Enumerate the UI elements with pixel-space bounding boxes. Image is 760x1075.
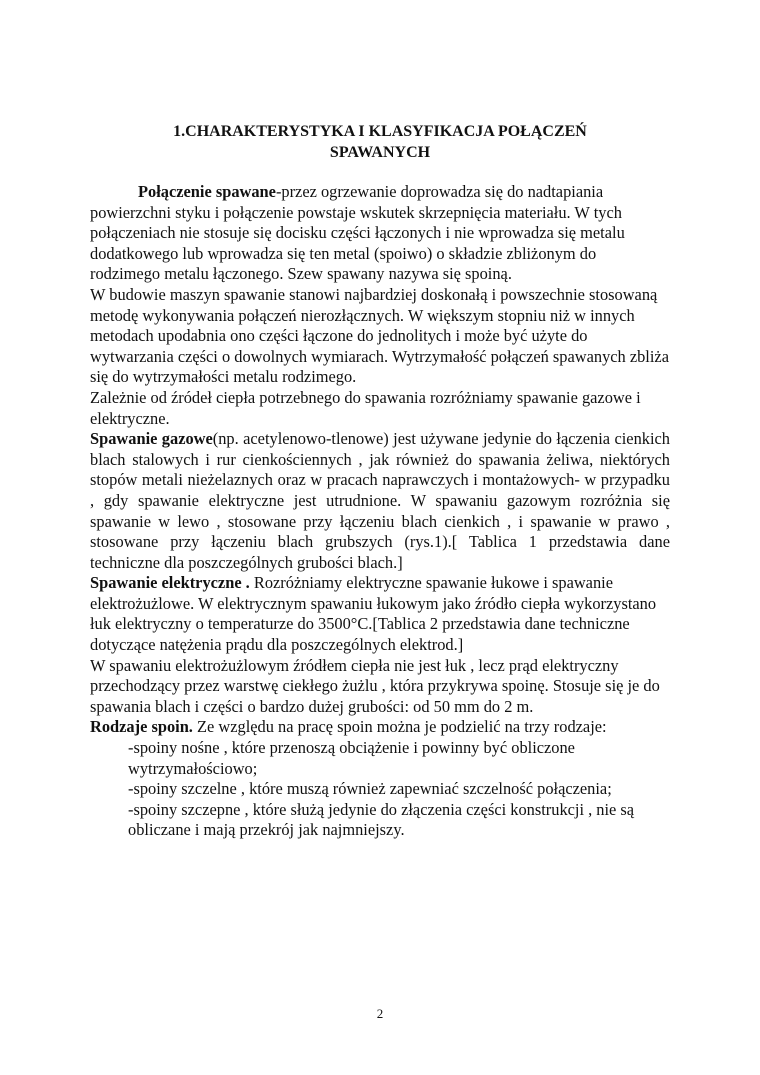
page-title: [90, 121, 670, 163]
list-item: -spoiny nośne , które przenoszą obciążenie i powinny być obliczone wytrzymałościowo;: [128, 738, 575, 778]
document-body: [90, 182, 670, 841]
weld-types-term: Rodzaje spoin.: [90, 717, 193, 737]
gas-welding-text: jest używane jedynie do łączenia cienkich blach stalowych i rur cienkościennych , jak również do spawania żeliwa, niektórych stopów metali nieżelaznych oraz w pracach naprawczych i montażowych- w przypadku , gdy spawanie elektryczne jest utrudnione. W spawaniu gazowym rozróżnia się spawanie w lewo , stosowane przy łączeniu blach cienkich , i spawanie w prawo , stosowane przy łączeniu blach grubszych (rys.1).[ Tablica 1 przedstawia dane techniczne dla poszczególnych grubości blach.]: [90, 429, 670, 572]
weld-types-text: Ze względu na pracę spoin można je podzielić na trzy rodzaje:: [192, 717, 607, 737]
list-item: -spoiny szczepne , które służą jedynie do złączenia części konstrukcji , nie są obliczane i mają przekrój jak najmniejszy.: [128, 799, 635, 840]
gas-welding-paragraph: [90, 429, 670, 573]
page-number: 2: [376, 1006, 384, 1021]
intro-text: -przez ogrzewanie doprowadza się do nadtapiania powierzchni styku i połączenie powstaje wskutek skrzepnięcia materiału. W tych połączeniach nie stosuje się docisku części łączonych i nie wprowadza się metalu dodatkowego lub wprowadza się ten metal (spoiwo) o składzie zbliżonym do rodzimego metalu łączonego. Szew spawany nazywa się spoiną.: [90, 182, 625, 284]
list-item: -spoiny szczelne , które muszą również zapewniać szczelność połączenia;: [128, 779, 612, 799]
title-line-2: SPAWANYCH: [329, 144, 431, 161]
weld-types-list: [90, 738, 670, 841]
intro-paragraph: [90, 182, 670, 285]
electric-welding-term: Spawanie elektryczne .: [90, 573, 250, 593]
machines-paragraph: W budowie maszyn spawanie stanowi najbardziej doskonałą i powszechnie stosowaną metodę wykonywania połączeń nierozłącznych. W większym stopniu niż w innych metodach upodabnia ono części łączone do jednolitych i może być użyte do wytwarzania części o dowolnych wymiarach. Wytrzymałość połączeń spawanych zbliża się do wytrzymałości metalu rodzimego.: [90, 284, 669, 387]
weld-types-paragraph: [90, 717, 670, 738]
electric-welding-paragraph: [90, 573, 670, 655]
slag-welding-paragraph: W spawaniu elektrożużlowym źródłem ciepła nie jest łuk , lecz prąd elektryczny przechodzący przez warstwę ciekłego żużlu , która przykrywa spoinę. Stosuje się je do spawania blach i części o bardzo dużej grubości: od 50 mm do 2 m.: [90, 655, 660, 716]
gas-welding-term: Spawanie gazowe: [90, 429, 213, 449]
gas-welding-paren: (np. acetylenowo-tlenowe): [212, 429, 389, 449]
title-line-1: 1.CHARAKTERYSTYKA I KLASYFIKACJA POŁĄCZEŃ: [173, 123, 587, 140]
electric-welding-text: Rozróżniamy elektryczne spawanie łukowe i spawanie elektrożużlowe. W elektrycznym spawaniu łukowym jako źródło ciepła wykorzystano łuk elektryczny o temperaturze do 3500°C.[Tablica 2 przedstawia dane techniczne dotyczące natężenia prądu dla poszczególnych elektrod.]: [90, 573, 657, 655]
intro-term: Połączenie spawane: [138, 182, 276, 201]
sources-paragraph: Zależnie od źródeł ciepła potrzebnego do spawania rozróżniamy spawanie gazowe i elektryczne.: [90, 387, 641, 428]
